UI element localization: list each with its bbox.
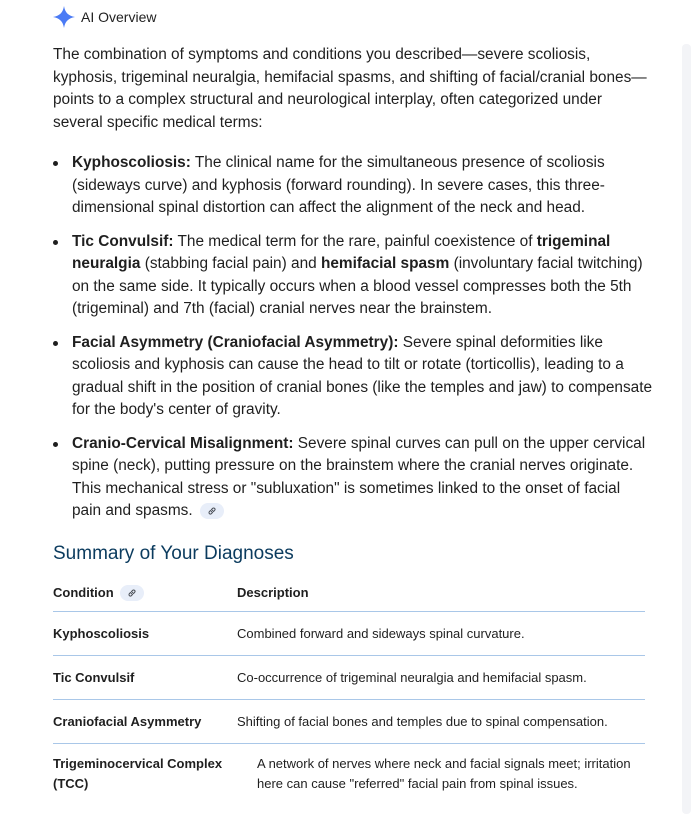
list-item: [53, 433, 653, 523]
table-cell-description: Shifting of facial bones and temples due to spinal compensation.: [237, 713, 608, 729]
header-condition: [53, 583, 237, 603]
list-item-title: Tic Convulsif:: [72, 232, 174, 250]
list-item-text: Severe spinal deformities like scoliosis and kyphosis can cause the head to tilt or rotate (torticollis), leading to a gradual shift in the position of cranial bones (like the temples and jaw) to compensate for the body's center of gravity.: [72, 333, 653, 418]
summary-heading: Summary of Your Diagnoses: [53, 543, 294, 564]
list-item-text: Severe spinal curves can pull on the upper cervical spine (neck), putting pressure on the brainstem where the cranial nerves originate. This mechanical stress or "subluxation" is sometimes linked to the onset of facial pain and spasms.: [72, 434, 646, 519]
source-link-button[interactable]: [200, 503, 224, 519]
table-cell-condition: Tic Convulsif: [53, 669, 135, 685]
list-item: [53, 332, 653, 422]
list-item: [53, 231, 653, 321]
column-header-description: Description: [237, 585, 309, 600]
table-row: [53, 656, 645, 700]
list-item-title: Kyphoscoliosis:: [72, 154, 191, 171]
list-item-text: The medical term for the rare, painful coexistence of: [173, 232, 537, 250]
table-header: [53, 575, 645, 612]
list-item: [53, 152, 653, 220]
table-cell-condition: Craniofacial Asymmetry: [53, 713, 202, 729]
list-item-title: Cranio-Cervical Misalignment:: [72, 434, 294, 452]
scrollbar[interactable]: [682, 44, 691, 814]
list-item-emphasis: hemifacial spasm: [320, 255, 450, 272]
table-cell-condition: Kyphoscoliosis: [53, 625, 150, 641]
table-cell-description: Co-occurrence of trigeminal neuralgia and hemifacial spasm.: [237, 669, 587, 685]
table-cell-description: Combined forward and sideways spinal curvature.: [237, 625, 525, 641]
condition-list: [53, 152, 653, 534]
list-item-text: The clinical name for the simultaneous presence of scoliosis (sideways curve) and kyphosis (forward rounding). In severe cases, this three-dimensional spinal distortion can affect the alignment of the neck and head.: [72, 154, 605, 216]
intro-paragraph: The combination of symptoms and conditions you described—severe scoliosis, kyphosis, trigeminal neuralgia, hemifacial spasms, and shifting of facial/cranial bones—points to a complex structural and neurological interplay, often categorized under several specific medical terms:: [53, 46, 647, 131]
sparkle-icon: [52, 5, 76, 29]
table-row: [53, 744, 645, 804]
diagnoses-table: [53, 575, 645, 804]
list-item-emphasis: trigeminal neuralgia: [72, 232, 611, 272]
ai-overview-label: AI Overview: [81, 9, 157, 25]
table-cell-description: A network of nerves where neck and facial signals meet; irritation here can cause "referred" facial pain from spinal issues.: [257, 756, 631, 791]
list-item-title: Facial Asymmetry (Craniofacial Asymmetry):: [72, 333, 399, 351]
column-header-condition: Condition: [53, 585, 114, 600]
table-row: [53, 700, 645, 744]
list-item-text: (involuntary facial twitching) on the same side. It typically occurs when a blood vessel compresses both the 5th (trigeminal) and 7th (facial) cranial nerves near the brainstem.: [72, 255, 643, 317]
link-icon: [127, 588, 137, 598]
source-link-button[interactable]: [120, 585, 144, 601]
table-row: [53, 612, 645, 656]
list-item-text: (stabbing facial pain) and: [140, 255, 321, 272]
table-cell-condition: Trigeminocervical Complex (TCC): [53, 756, 223, 791]
ai-overview-header: [53, 5, 156, 29]
link-icon: [207, 506, 217, 516]
